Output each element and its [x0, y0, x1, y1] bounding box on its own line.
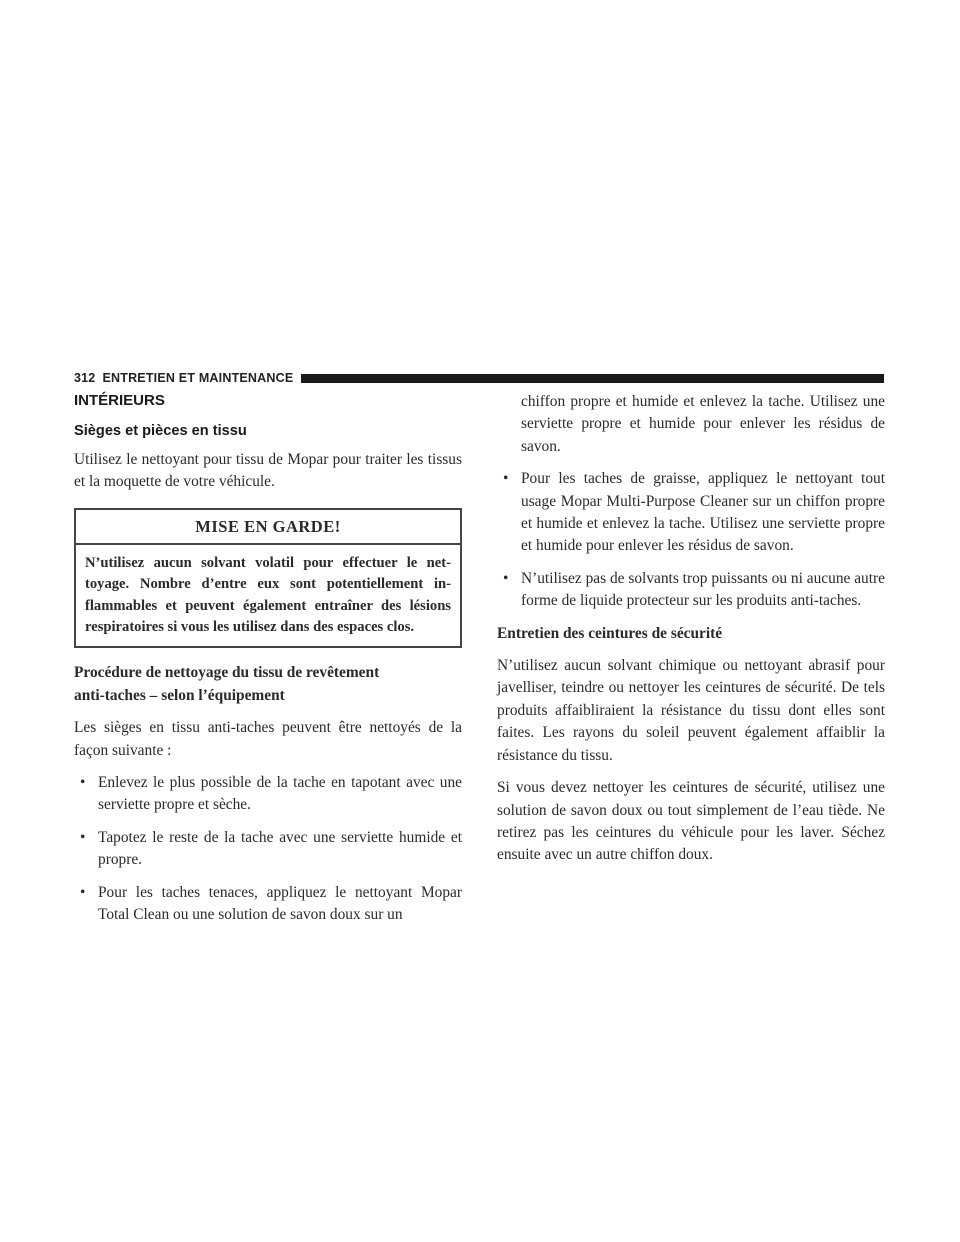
- seatbelt-paragraph-2: Si vous devez nettoyer les ceintures de sécurité, utilisez une solution de savon doux ou tout simplement de l’eau tiède. Ne retirez pas les ceintures du véhicule pour les laver. Séchez ensuite avec un autre chiffon doux.: [497, 779, 885, 864]
- right-column: [497, 391, 885, 877]
- section-heading: INTÉRIEURS: [74, 392, 165, 409]
- header-label: [74, 371, 293, 385]
- left-column: [74, 391, 462, 937]
- header-rule: [301, 374, 884, 383]
- list-item: • Tapotez le reste de la tache avec une serviette humide et propre.: [74, 827, 462, 872]
- procedure-list-continued: [497, 468, 885, 612]
- caution-box: [74, 508, 462, 649]
- list-item: • Pour les taches tenaces, appliquez le nettoyant Mopar Total Clean ou une solution de savon doux sur un: [74, 882, 462, 927]
- procedure-title-line-2: anti-taches – selon l’équipement: [74, 686, 285, 704]
- page-header: [74, 370, 884, 386]
- procedure-title: [74, 662, 462, 707]
- list-item: • Enlevez le plus possible de la tache en tapotant avec une serviette propre et sèche.: [74, 772, 462, 817]
- section-title: ENTRETIEN ET MAINTENANCE: [102, 371, 294, 385]
- list-item: • Pour les taches de graisse, appliquez le nettoyant tout usage Mopar Multi-Purpose Cleaner sur un chiffon propre et humide et enlevez la tache. Utilisez une serviette propre et humide pour enlever les résidus de savon.: [497, 468, 885, 558]
- seatbelt-paragraph-1: N’utilisez aucun solvant chimique ou nettoyant abrasif pour javelliser, teindre ou nettoyer les ceintures de sécurité. De tels produits affaibliraient la résistance du tissu dont elles sont faites. Les rayons du soleil peuvent également affaiblir la résistance du tissu.: [497, 657, 885, 764]
- caution-title: MISE EN GARDE!: [76, 510, 460, 545]
- procedure-list: [74, 772, 462, 926]
- subsection-heading: Sièges et pièces en tissu: [74, 423, 247, 439]
- seatbelt-heading: Entretien des ceintures de sécurité: [497, 624, 723, 642]
- list-item-continuation: chiffon propre et humide et enlevez la tache. Utilisez une serviette propre et humide pour enlever les résidus de savon.: [521, 393, 885, 455]
- procedure-intro: Les sièges en tissu anti-taches peuvent être nettoyés de la façon suivante :: [74, 719, 462, 759]
- list-item: • N’utilisez pas de solvants trop puissants ou ni aucune autre forme de liquide protecteur sur les produits anti-taches.: [497, 568, 885, 613]
- procedure-title-line-1: Procédure de nettoyage du tissu de revêtement: [74, 664, 380, 682]
- page-number: 312: [74, 371, 96, 385]
- intro-paragraph: Utilisez le nettoyant pour tissu de Mopar pour traiter les tissus et la moquette de votre véhicule.: [74, 451, 462, 491]
- caution-text: N’utilisez aucun solvant volatil pour effectuer le net-toyage. Nombre d’entre eux sont potentiellement in-flammables et peuvent également entraîner des lésions respiratoires si vous les utilisez dans des espaces clos.: [85, 554, 451, 636]
